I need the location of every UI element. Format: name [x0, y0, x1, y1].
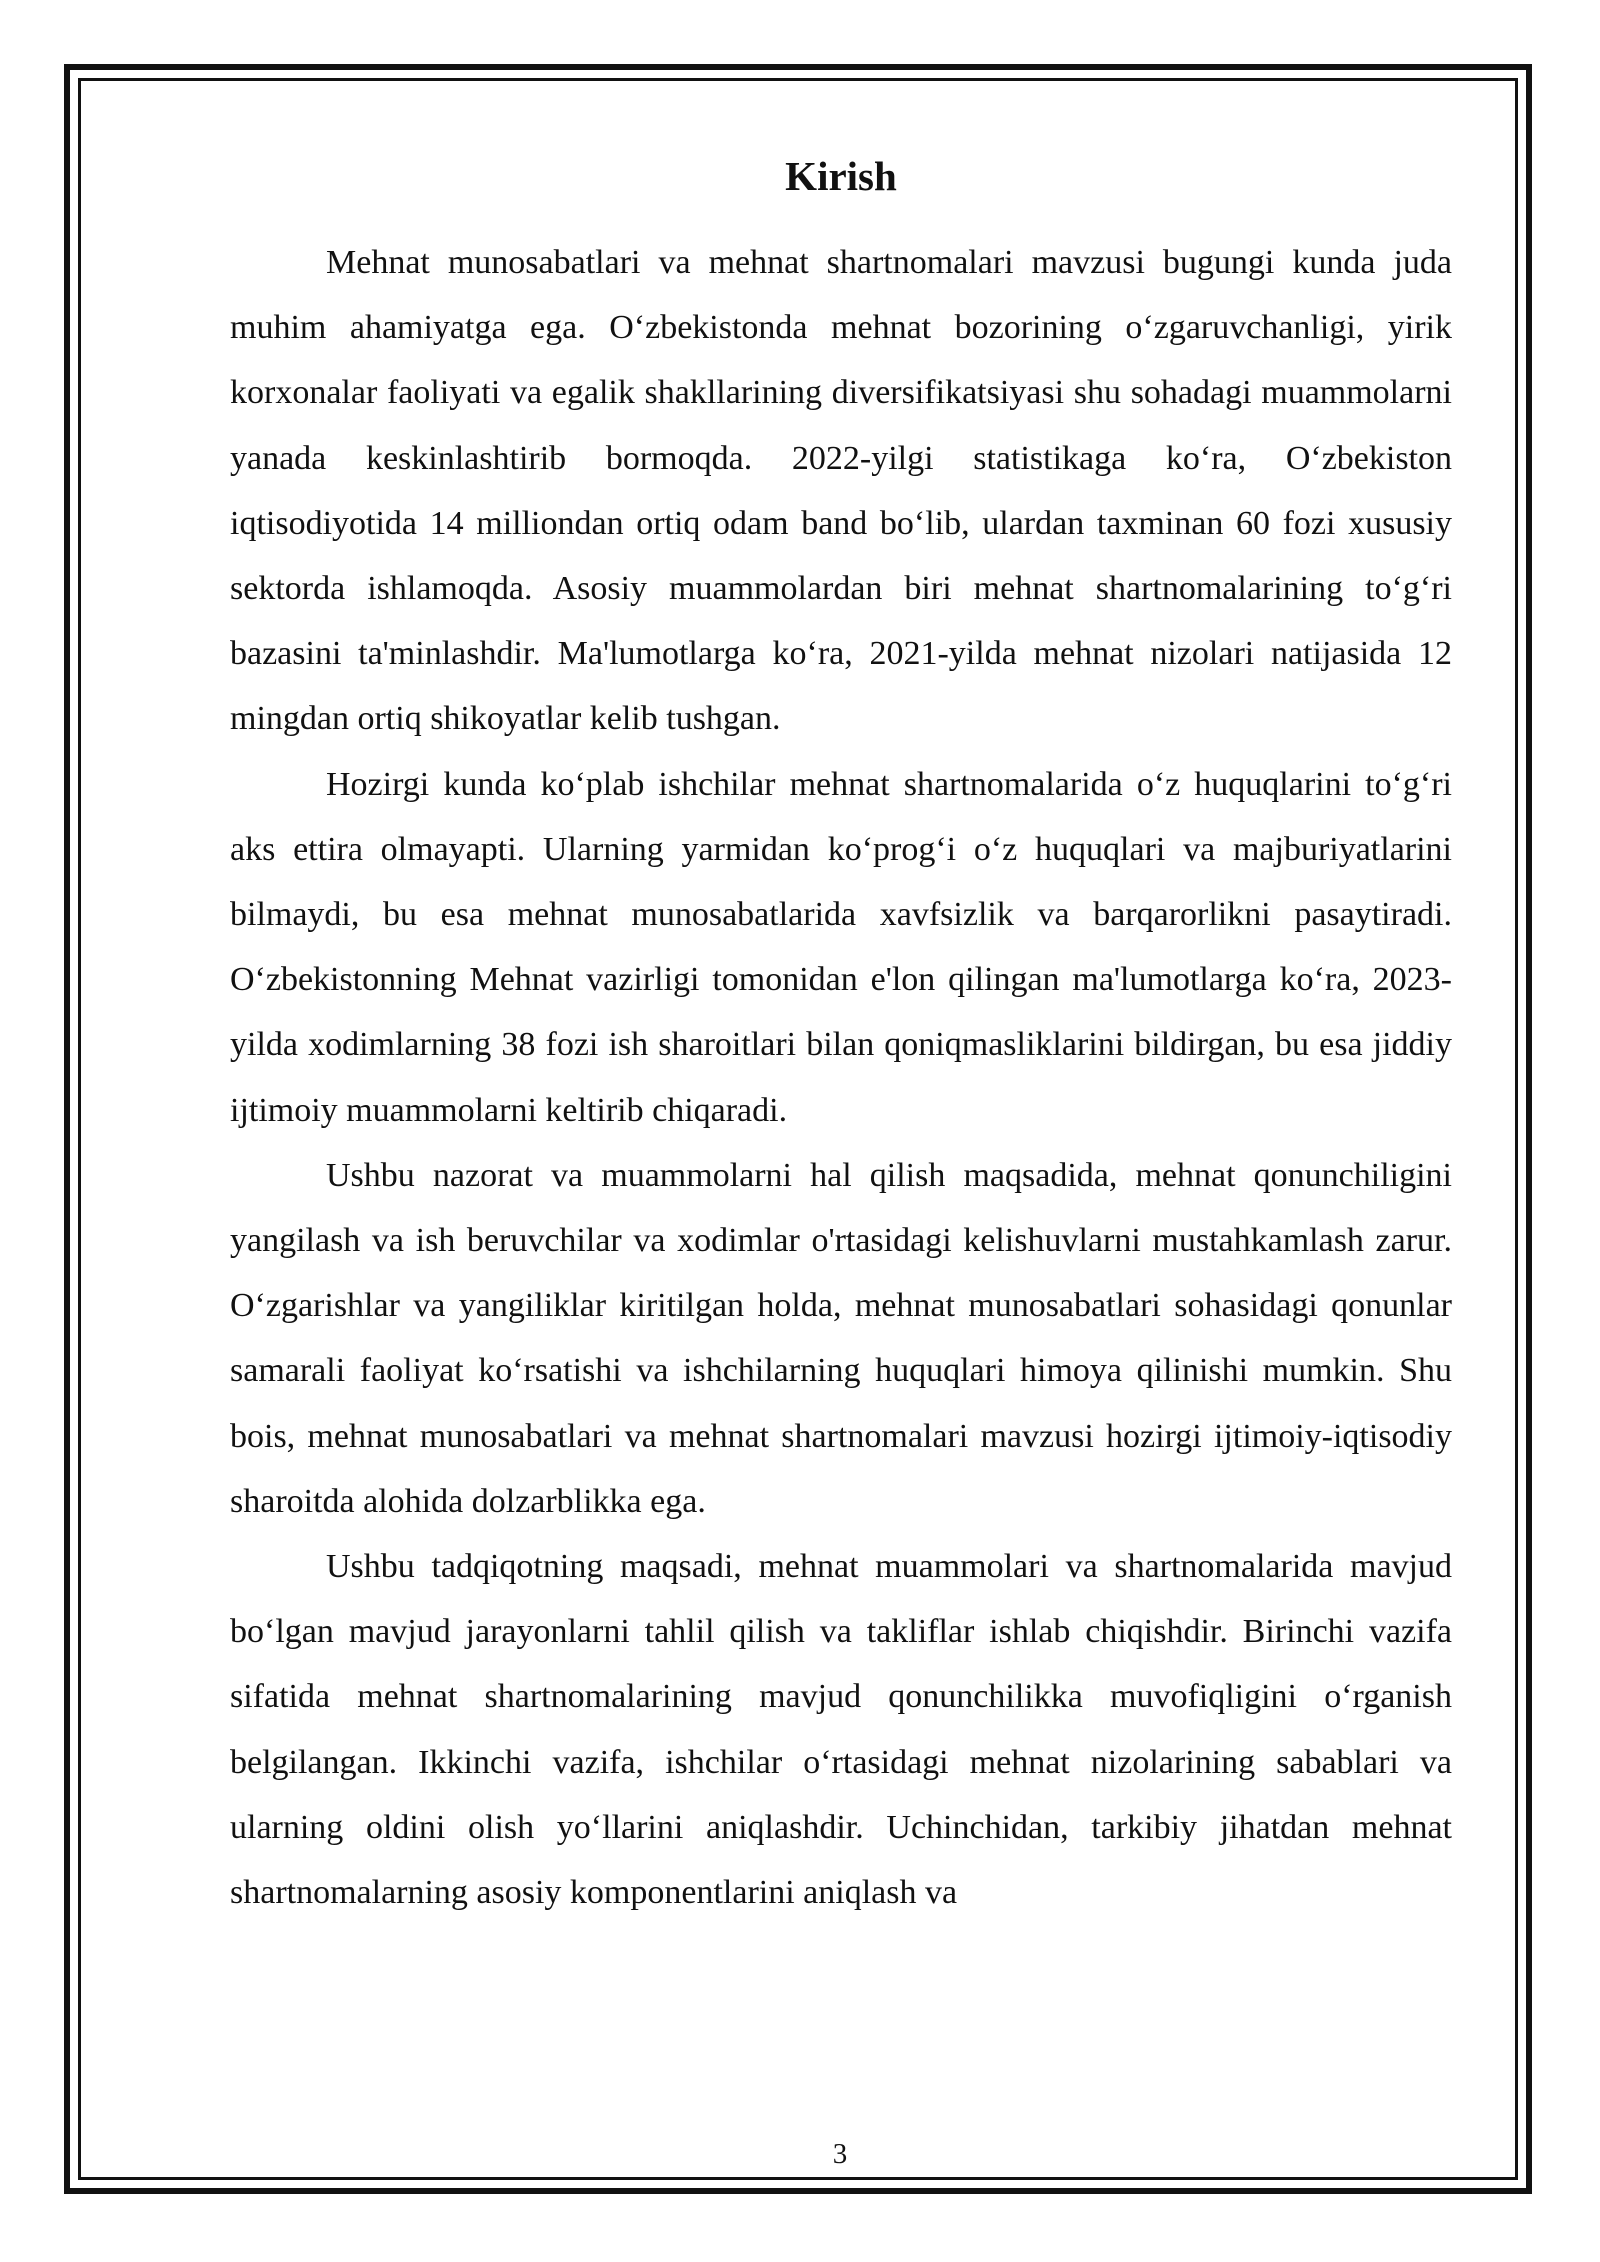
- page-number: 3: [832, 2138, 848, 2170]
- page-content: [230, 146, 1452, 1925]
- paragraph-3: Ushbu nazorat va muammolarni hal qilish maqsadida, mehnat qonunchiligini yangilash va ish beruvchilar va xodimlar o'rtasidagi kelishuvlarni mustahkamlash zarur. O‘zgarishlar va yangiliklar kiritilgan holda, mehnat munosabatlari sohasidagi qonunlar samarali faoliyat ko‘rsatishi va ishchilarning huquqlari himoya qilinishi mumkin. Shu bois, mehnat munosabatlari va mehnat shartnomalari mavzusi hozirgi ijtimoiy-iqtisodiy sharoitda alohida dolzarblikka ega.: [230, 1156, 1452, 1520]
- paragraph-2: Hozirgi kunda ko‘plab ishchilar mehnat shartnomalarida o‘z huquqlarini to‘g‘ri aks ettira olmayapti. Ularning yarmidan ko‘prog‘i o‘z huquqlari va majburiyatlarini bilmaydi, bu esa mehnat munosabatlarida xavfsizlik va barqarorlikni pasaytiradi. O‘zbekistonning Mehnat vazirligi tomonidan e'lon qilingan ma'lumotlarga ko‘ra, 2023-yilda xodimlarning 38 fozi ish sharoitlari bilan qoniqmasliklarini bildirgan, bu esa jiddiy ijtimoiy muammolarni keltirib chiqaradi.: [230, 765, 1452, 1129]
- paragraph-4: Ushbu tadqiqotning maqsadi, mehnat muammolari va shartnomalarida mavjud bo‘lgan mavjud jarayonlarni tahlil qilish va takliflar ishlab chiqishdir. Birinchi vazifa sifatida mehnat shartnomalarining mavjud qonunchilikka muvofiqligini o‘rganish belgilangan. Ikkinchi vazifa, ishchilar o‘rtasidagi mehnat nizolarining sabablari va ularning oldini olish yo‘llarini aniqlashdir. Uchinchidan, tarkibiy jihatdan mehnat shartnomalarning asosiy komponentlarini aniqlash va: [230, 1548, 1452, 1912]
- paragraph-1: Mehnat munosabatlari va mehnat shartnomalari mavzusi bugungi kunda juda muhim ahamiyatga ega. O‘zbekistonda mehnat bozorining o‘zgaruvchanligi, yirik korxonalar faoliyati va egalik shakllarining diversifikatsiyasi shu sohadagi muammolarni yanada keskinlashtirib bormoqda. 2022-yilgi statistikaga ko‘ra, O‘zbekiston iqtisodiyotida 14 milliondan ortiq odam band bo‘lib, ulardan taxminan 60 fozi xususiy sektorda ishlamoqda. Asosiy muammolardan biri mehnat shartnomalarining to‘g‘ri bazasini ta'minlashdir. Ma'lumotlarga ko‘ra, 2021-yilda mehnat nizolari natijasida 12 mingdan ortiq shikoyatlar kelib tushgan.: [230, 244, 1452, 738]
- section-title: Kirish: [785, 153, 897, 199]
